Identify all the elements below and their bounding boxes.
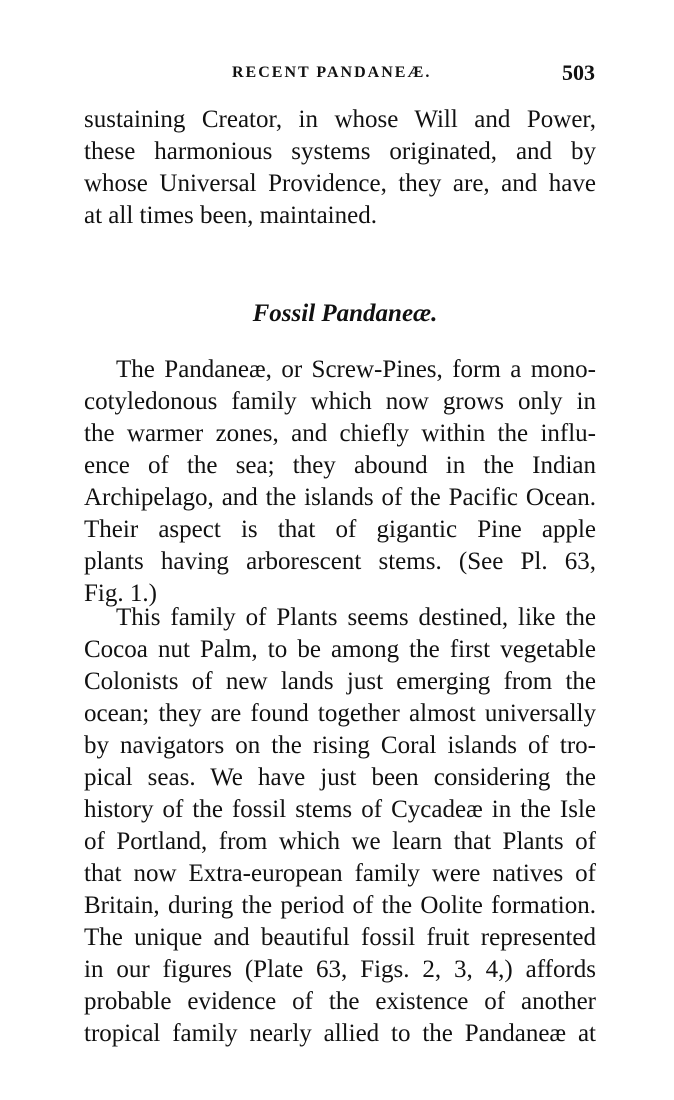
text-line: probable evidence of the existence of another <box>84 988 596 1015</box>
text-line: This family of Plants seems destined, like the <box>116 604 596 631</box>
text-line: that now Extra-european family were natives of <box>84 860 596 887</box>
running-title: RECENT PANDANEÆ. <box>232 64 432 81</box>
text-line: Fig. 1.) <box>84 580 157 607</box>
text-line: tropical family nearly allied to the Pandaneæ at <box>84 1020 596 1047</box>
text-line: at all times been, maintained. <box>84 202 377 229</box>
text-line: the warmer zones, and chiefly within the influ- <box>84 420 596 447</box>
text-line: The Pandaneæ, or Screw-Pines, form a mono- <box>116 356 596 383</box>
section-heading-text: Fossil Pandaneæ. <box>252 300 438 327</box>
section-heading <box>0 300 674 328</box>
text-line: whose Universal Providence, they are, and have <box>84 170 596 197</box>
text-line: plants having arborescent stems. (See Pl. 63, <box>84 548 596 575</box>
text-line: Britain, during the period of the Oolite formation. <box>84 892 596 919</box>
text-line: pical seas. We have just been considering the <box>84 764 596 791</box>
text-line: history of the fossil stems of Cycadeæ in the Isle <box>84 796 596 823</box>
text-line: The unique and beautiful fossil fruit represented <box>84 924 596 951</box>
text-line: Cocoa nut Palm, to be among the first vegetable <box>84 636 596 663</box>
text-line: of Portland, from which we learn that Plants of <box>84 828 596 855</box>
running-header <box>0 60 674 88</box>
text-line: cotyledonous family which now grows only in <box>84 388 596 415</box>
text-line: Colonists of new lands just emerging from the <box>84 668 596 695</box>
page-number: 503 <box>562 60 595 85</box>
text-line: ence of the sea; they abound in the Indian <box>84 452 596 479</box>
text-line: these harmonious systems originated, and by <box>84 138 596 165</box>
text-line: by navigators on the rising Coral islands of tro- <box>84 732 596 759</box>
text-line: Archipelago, and the islands of the Pacific Ocean. <box>84 484 596 511</box>
text-line: ocean; they are found together almost universally <box>84 700 596 727</box>
text-line: sustaining Creator, in whose Will and Power, <box>84 106 596 133</box>
text-line: Their aspect is that of gigantic Pine apple <box>84 516 596 543</box>
text-line: in our figures (Plate 63, Figs. 2, 3, 4,) affords <box>84 956 596 983</box>
